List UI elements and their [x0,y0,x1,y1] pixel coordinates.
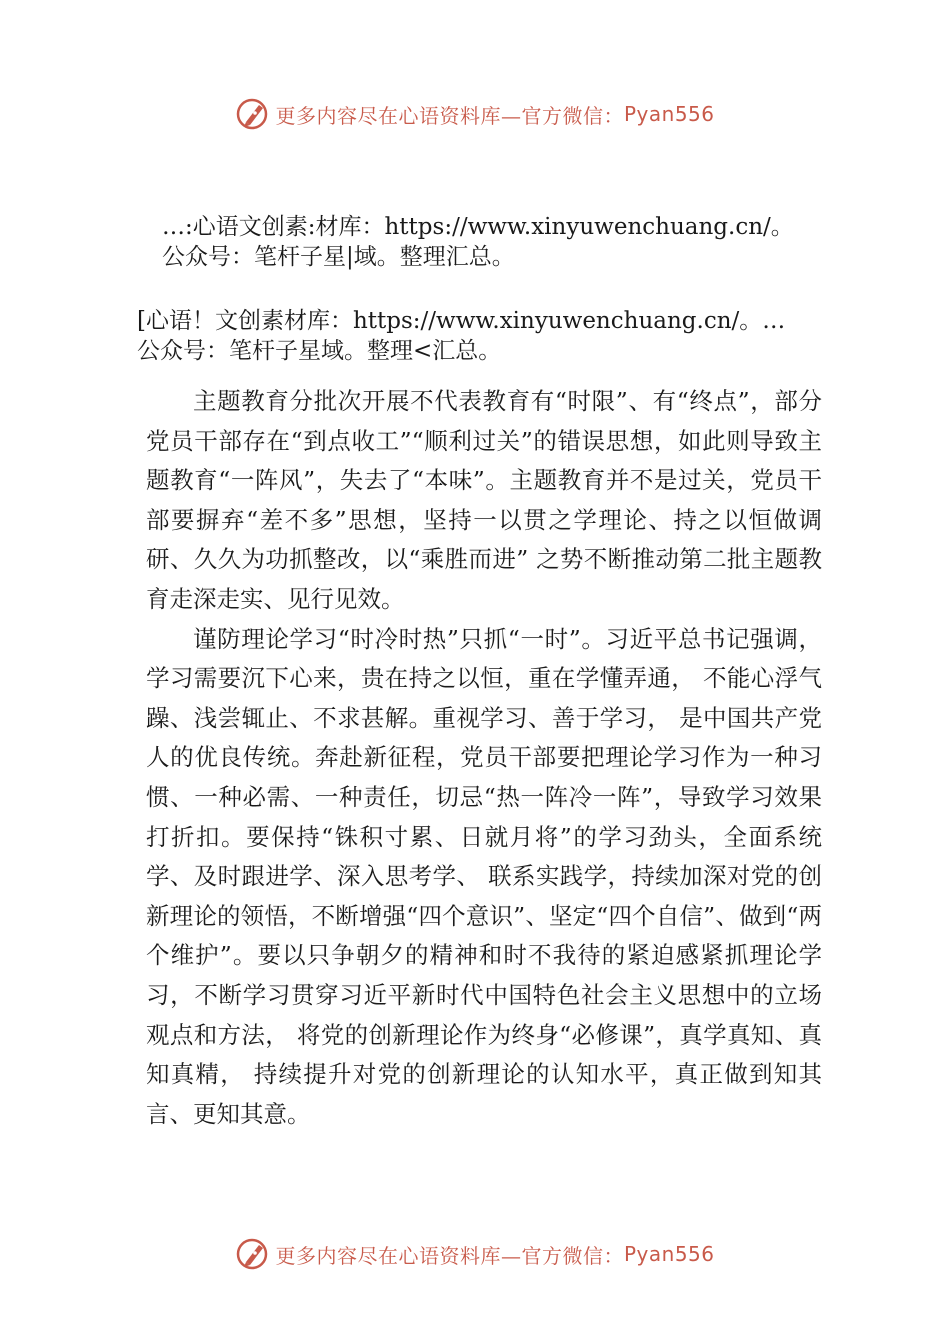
source-note-2-line-1: [心语！文创素材库：https://www.xinyuwenchuang.cn/。… [137,308,786,334]
footer-banner [0,1236,950,1272]
source-note-1 [162,212,794,272]
header-banner [0,96,950,132]
paragraph-2: 谨防理论学习“时冷时热”只抓“一时”。习近平总书记强调，学习需要沉下心来，贵在持之以恒，重在学懂弄通， 不能心浮气躁、浅尝辄止、不求甚解。重视学习、善于学习， 是中国共产党人的优良传统。奔赴新征程，党员干部要把理论学习作为一种习惯、一种必需、一种责任，切忌“热一阵冷一阵”，导致学习效果打折扣。要保持“铢积寸累、日就月将”的学习劲头，全面系统学、及时跟进学、深入思考学、 联系实践学，持续加深对党的创新理论的领悟，不断增强“四个意识”、坚定“四个自信”、做到“两个维护”。要以只争朝夕的精神和时不我待的紧迫感紧抓理论学习，不断学习贯穿习近平新时代中国特色社会主义思想中的立场观点和方法， 将党的创新理论作为终身“必修课”，真学真知、真知真精， 持续提升对党的创新理论的认知水平，真正做到知其言、更知其意。 [146,624,822,1128]
header-banner-text: 更多内容尽在心语资料库—官方微信： [275,103,624,128]
source-note-2-line-2: 公众号：笔杆子星域。整理<汇总。 [137,338,502,364]
footer-banner-text: 更多内容尽在心语资料库—官方微信： [275,1243,624,1268]
source-note-1-line-2: 公众号：笔杆子星|域。整理汇总。 [162,244,515,270]
paragraph-1: 主题教育分批次开展不代表教育有“时限”、有“终点”，部分党员干部存在“到点收工”“顺利过关”的错误思想，如此则导致主题教育“一阵风”，失去了“本味”。主题教育并不是过关，党员干部要摒弃“差不多”思想，坚持一以贯之学理论、持之以恒做调研、久久为功抓整改，以“乘胜而进” 之势不断推动第二批主题教育走深走实、见行见效。 [146,387,822,613]
pen-nib-logo-icon [235,1236,271,1272]
source-note-2 [137,306,785,366]
header-banner-handle: Pyan556 [623,102,715,126]
footer-banner-handle: Pyan556 [623,1242,715,1266]
pen-nib-logo-icon [235,96,271,132]
article-body [146,382,822,1134]
source-note-1-line-1: …:心语文创素:材库：https://www.xinyuwenchuang.cn/。 [162,214,794,240]
